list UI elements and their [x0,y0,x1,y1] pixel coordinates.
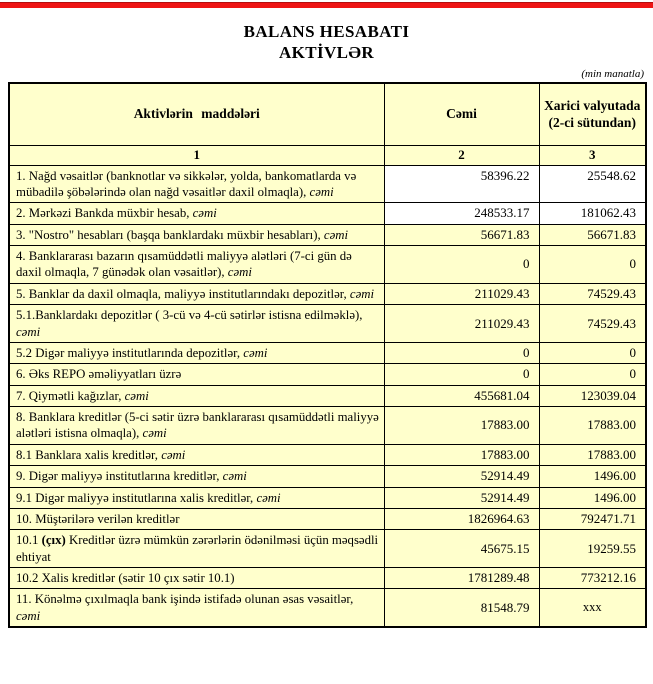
table-row [9,589,646,627]
table-row [9,305,646,343]
row-label: 4. Banklararası bazarın qısamüddətli maliyyə alətləri (7-ci gün də daxil olmaqla, 7 günədək olan vəsaitlər), cəmi [9,246,384,284]
table-row [9,568,646,589]
row-foreign-value: xxx [539,589,646,627]
table-row [9,407,646,445]
table-row [9,487,646,508]
header-total-column: Cəmi [384,83,539,145]
table-row [9,283,646,304]
row-foreign-value: 19259.55 [539,530,646,568]
row-label: 5.2 Digər maliyyə institutlarında depozitlər, cəmi [9,342,384,363]
table-row [9,444,646,465]
row-total-value: 1781289.48 [384,568,539,589]
table-row [9,385,646,406]
row-foreign-value: 74529.43 [539,305,646,343]
row-total-value: 58396.22 [384,165,539,203]
report-title-line1: BALANS HESABATI [243,22,410,41]
row-label: 5. Banklar da daxil olmaqla, maliyyə institutlarındakı depozitlər, cəmi [9,283,384,304]
report-title-line2: AKTİVLƏR [278,43,375,62]
row-foreign-value: 0 [539,364,646,385]
row-foreign-value: 17883.00 [539,407,646,445]
row-total-value: 52914.49 [384,487,539,508]
row-total-value: 248533.17 [384,203,539,224]
row-foreign-value: 1496.00 [539,466,646,487]
row-foreign-value: 773212.16 [539,568,646,589]
row-foreign-value: 17883.00 [539,444,646,465]
row-foreign-value: 0 [539,342,646,363]
row-foreign-value: 792471.71 [539,508,646,529]
row-label: 6. Əks REPO əməliyyatları üzrə [9,364,384,385]
row-total-value: 211029.43 [384,305,539,343]
row-total-value: 0 [384,364,539,385]
row-total-value: 17883.00 [384,407,539,445]
table-row [9,530,646,568]
row-label: 9.1 Digər maliyyə institutlarına xalis kreditlər, cəmi [9,487,384,508]
table-row [9,165,646,203]
table-row [9,342,646,363]
row-label: 11. Könəlmə çıxılmaqla bank işində istifadə olunan əsas vəsaitlər, cəmi [9,589,384,627]
column-index-1: 1 [9,145,384,165]
row-label: 5.1.Banklardakı depozitlər ( 3-cü və 4-cü sətirlər istisna edilməklə), cəmi [9,305,384,343]
assets-table [8,82,647,628]
table-row [9,246,646,284]
unit-note: (min manatla) [581,68,644,80]
row-foreign-value: 123039.04 [539,385,646,406]
table-row [9,364,646,385]
row-label: 3. "Nostro" hesabları (başqa banklardakı müxbir hesabları), cəmi [9,224,384,245]
row-label: 2. Mərkəzi Bankda müxbir hesab, cəmi [9,203,384,224]
row-foreign-value: 74529.43 [539,283,646,304]
column-index-2: 2 [384,145,539,165]
row-label: 9. Digər maliyyə institutlarına kreditlər, cəmi [9,466,384,487]
row-total-value: 56671.83 [384,224,539,245]
header-items-column: Aktivlərin maddələri [9,83,384,145]
row-total-value: 455681.04 [384,385,539,406]
row-foreign-value: 181062.43 [539,203,646,224]
row-label: 10. Müştərilərə verilən kreditlər [9,508,384,529]
row-total-value: 1826964.63 [384,508,539,529]
page-title [0,21,653,63]
row-total-value: 17883.00 [384,444,539,465]
row-total-value: 52914.49 [384,466,539,487]
row-total-value: 211029.43 [384,283,539,304]
row-total-value: 0 [384,342,539,363]
table-row [9,203,646,224]
row-label: 8.1 Banklara xalis kreditlər, cəmi [9,444,384,465]
row-label: 10.2 Xalis kreditlər (sətir 10 çıx sətir 10.1) [9,568,384,589]
header-row [9,83,646,145]
column-index-3: 3 [539,145,646,165]
row-label: 8. Banklara kreditlər (5-ci sətir üzrə banklararası qısamüddətli maliyyə alətləri istisna olmaqla), cəmi [9,407,384,445]
row-total-value: 81548.79 [384,589,539,627]
row-label: 7. Qiymətli kağızlar, cəmi [9,385,384,406]
row-foreign-value: 25548.62 [539,165,646,203]
row-total-value: 45675.15 [384,530,539,568]
table-row [9,508,646,529]
row-label: 10.1 (çıx) Kreditlər üzrə mümkün zərərlərin ödənilməsi üçün məqsədli ehtiyat [9,530,384,568]
table-row [9,224,646,245]
header-foreign-currency-column: Xarici valyutada (2-ci sütundan) [539,83,646,145]
row-label: 1. Nağd vəsaitlər (banknotlar və sikkələr, yolda, bankomatlarda və mübadilə şöbələrində olan nağd vəsaitlər daxil olmaqla), cəmi [9,165,384,203]
row-foreign-value: 0 [539,246,646,284]
top-accent-bar [0,2,653,8]
row-foreign-value: 56671.83 [539,224,646,245]
row-total-value: 0 [384,246,539,284]
table-row [9,466,646,487]
column-index-row [9,145,646,165]
row-foreign-value: 1496.00 [539,487,646,508]
